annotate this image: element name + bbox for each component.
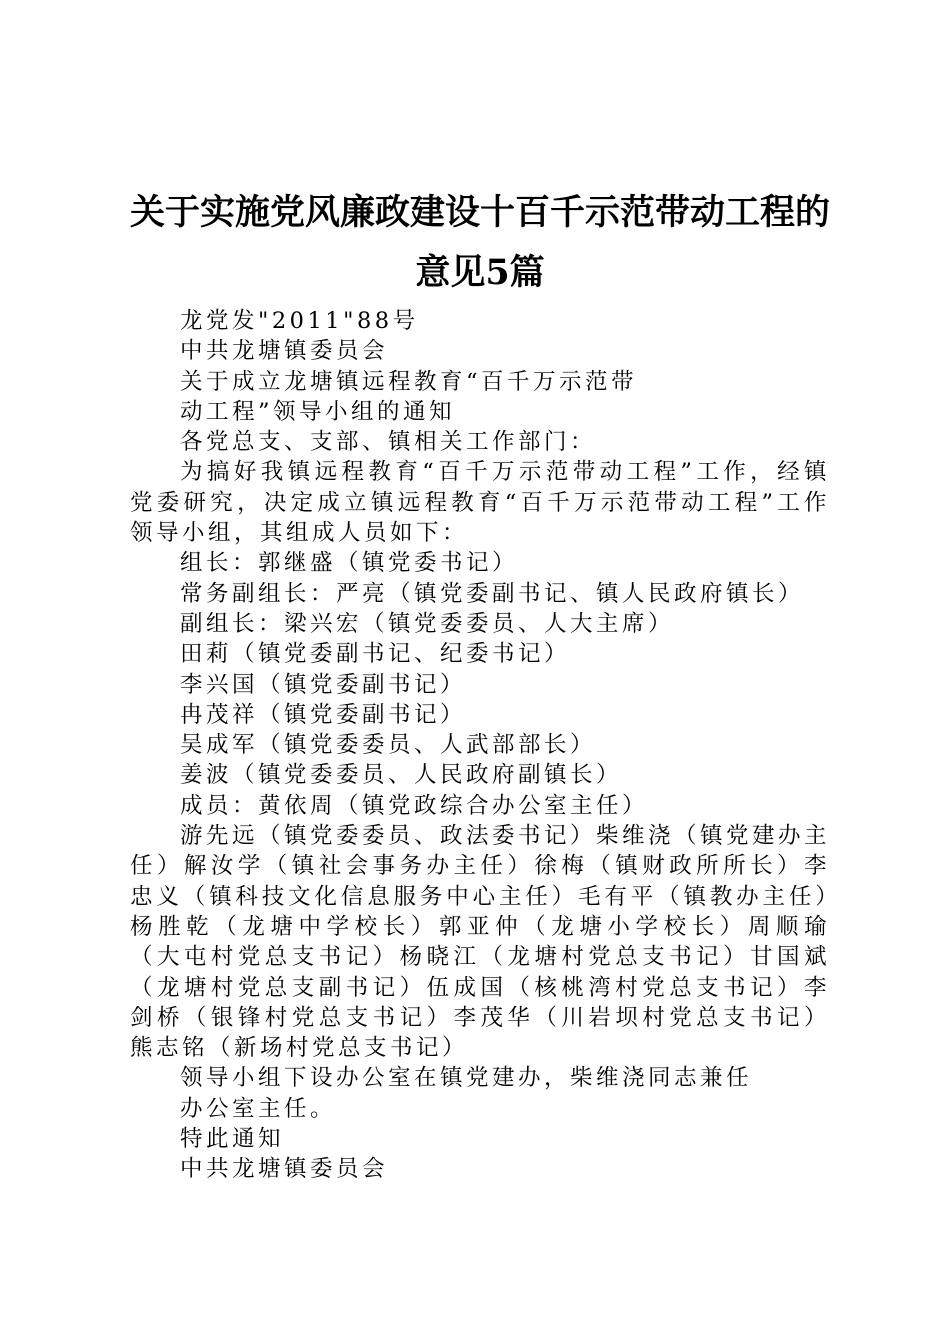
document-page — [130, 183, 830, 1185]
doc-number: 龙党发"2011"88号 — [180, 308, 419, 334]
title-line-2: 意见5篇 — [415, 252, 545, 293]
subject-line-2: 动工程”领导小组的通知 — [180, 398, 456, 425]
office-line-1: 领导小组下设办公室在镇党建办，柴维浇同志兼任 — [180, 1065, 753, 1092]
office-line-2: 办公室主任。 — [180, 1095, 337, 1122]
vice-leader-2: 田莉（镇党委副书记、纪委书记） — [180, 641, 571, 668]
title-line-1: 关于实施党风廉政建设十百千示范带动工程的 — [130, 192, 831, 233]
issuer: 中共龙塘镇委员会 — [180, 338, 389, 365]
document-title — [130, 183, 830, 303]
closing: 特此通知 — [180, 1126, 285, 1153]
document-body — [130, 306, 830, 1185]
salutation: 各党总支、支部、镇相关工作部门： — [180, 429, 597, 456]
vice-leader-4: 冉茂祥（镇党委副书记） — [180, 701, 467, 728]
vice-leader-6: 姜波（镇党委委员、人民政府副镇长） — [180, 762, 623, 789]
member-first: 成员：黄依周（镇党政综合办公室主任） — [180, 792, 649, 819]
vice-leader-5: 吴成军（镇党委委员、人武部部长） — [180, 732, 597, 759]
subject-line-1: 关于成立龙塘镇远程教育“百千万示范带 — [180, 368, 638, 395]
vice-leader: 副组长：梁兴宏（镇党委委员、人大主席） — [180, 610, 675, 637]
group-leader: 组长：郭继盛（镇党委书记） — [180, 550, 519, 577]
executive-vice-leader: 常务副组长：严亮（镇党委副书记、镇人民政府镇长） — [180, 580, 805, 607]
intro-paragraph: 为搞好我镇远程教育“百千万示范带动工程”工作，经镇党委研究，决定成立镇远程教育“百千万示范带动工程”工作领导小组，其组成人员如下： — [130, 459, 830, 547]
members-paragraph: 游先远（镇党委委员、政法委书记）柴维浇（镇党建办主任）解汝学（镇社会事务办主任）徐梅（镇财政所所长）李忠义（镇科技文化信息服务中心主任）毛有平（镇教办主任）杨胜乾（龙塘中学校长）郭亚仲（龙塘小学校长）周顺瑜（大屯村党总支书记）杨晓江（龙塘村党总支书记）甘国斌（龙塘村党总支副书记）伍成国（核桃湾村党总支书记）李剑桥（银锋村党总支书记）李茂华（川岩坝村党总支书记）熊志铭（新场村党总支书记） — [130, 823, 831, 1062]
signature: 中共龙塘镇委员会 — [180, 1156, 389, 1183]
vice-leader-3: 李兴国（镇党委副书记） — [180, 671, 467, 698]
